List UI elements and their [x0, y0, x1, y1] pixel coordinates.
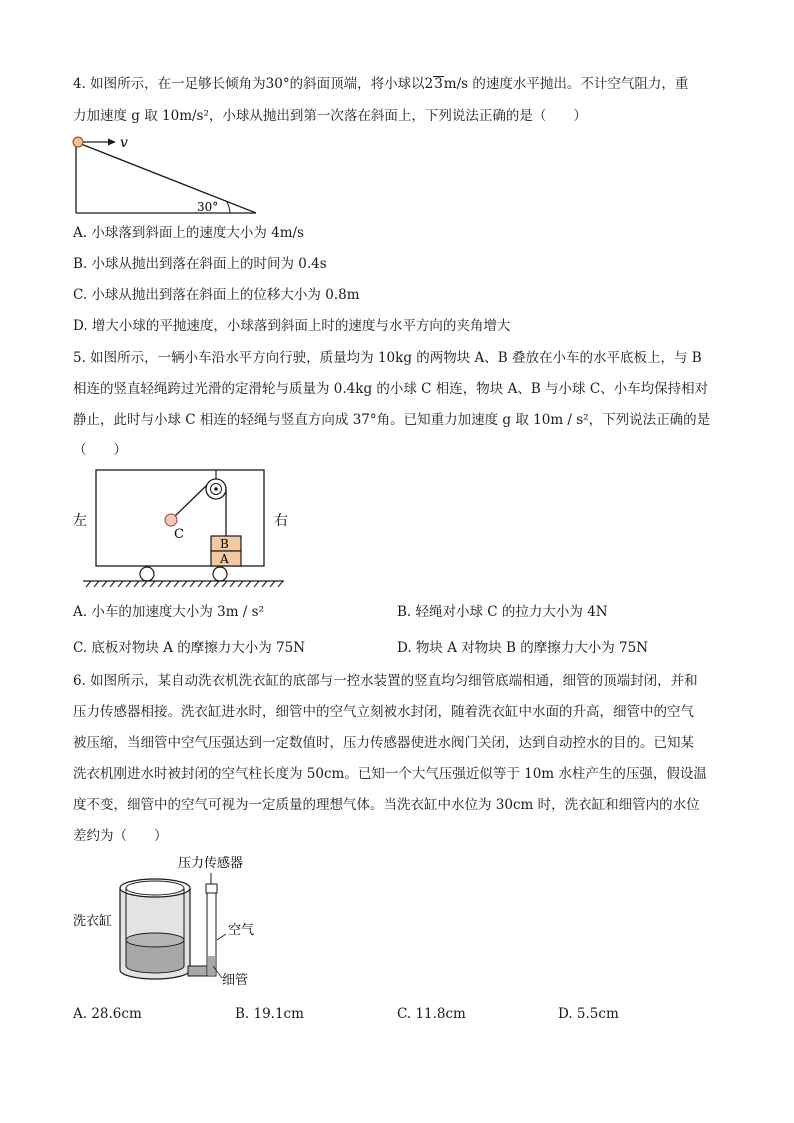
q6-option-a[interactable]: A. 28.6cm — [73, 1006, 142, 1022]
q4-option-d[interactable]: D. 增大小球的平抛速度，小球落到斜面上时的速度与水平方向的夹角增大 — [73, 318, 511, 334]
q6-washer-figure — [70, 848, 280, 998]
q4-stem-line-2: 力加速度 g 取 10m/s²，小球从抛出到第一次落在斜面上，下列说法正确的是（ ） — [73, 108, 587, 124]
q4-stem-text-b: m/s 的速度水平抛出。不计空气阻力，重 — [443, 76, 689, 92]
q5-stem-line-4: （ ） — [73, 442, 127, 458]
q6-option-c[interactable]: C. 11.8cm — [397, 1006, 466, 1022]
q6-option-d[interactable]: D. 5.5cm — [558, 1006, 619, 1022]
tank-inner-rim — [126, 881, 184, 895]
q4-stem-line-1 — [73, 75, 688, 93]
wheel-left — [140, 567, 154, 581]
q5-option-a[interactable]: A. 小车的加速度大小为 3m / s² — [73, 604, 264, 620]
air-label: 空气 — [228, 923, 255, 938]
incline-slope — [76, 142, 256, 213]
sensor-label: 压力传感器 — [178, 856, 244, 871]
q5-option-d[interactable]: D. 物块 A 对物块 B 的摩擦力大小为 75N — [397, 640, 649, 656]
ground-hatch — [86, 581, 283, 587]
pressure-sensor-icon — [206, 884, 217, 893]
left-label: 左 — [73, 513, 87, 529]
ball — [73, 137, 83, 147]
angle-label: 30° — [197, 200, 219, 214]
velocity-arrowhead-icon — [108, 139, 116, 146]
q5-option-c[interactable]: C. 底板对物块 A 的摩擦力大小为 75N — [73, 640, 306, 656]
q6-stem-line-3: 被压缩，当细管中空气压强达到一定数值时，压力传感器使进水阀门关闭，达到自动控水的目的。已知某 — [73, 735, 694, 751]
air-leader — [217, 934, 226, 940]
q6-stem-line-1: 6. 如图所示，某自动洗衣机洗衣缸的底部与一控水装置的竖直均匀细管底端相通，细管的顶端封闭，并和 — [73, 673, 698, 689]
q6-stem-line-2: 压力传感器相接。洗衣缸进水时，细管中的空气立刻被水封闭，随着洗衣缸中水面的升高，细管中的空气 — [73, 704, 694, 720]
block-b-label: B — [220, 537, 229, 551]
q4-incline-figure — [70, 130, 270, 220]
q6-option-b[interactable]: B. 19.1cm — [235, 1006, 304, 1022]
q4-option-a[interactable]: A. 小球落到斜面上的速度大小为 4m/s — [73, 225, 304, 241]
q4-option-b[interactable]: B. 小球从抛出到落在斜面上的时间为 0.4s — [73, 256, 327, 272]
tube-label: 细管 — [222, 973, 249, 988]
q6-stem-line-5: 度不变，细管中的空气可视为一定质量的理想气体。当洗衣缸中水位为 30cm 时，洗衣缸和细管内的水位 — [73, 797, 700, 813]
tank-label: 洗衣缸 — [73, 914, 113, 929]
q5-stem-line-3: 静止，此时与小球 C 相连的轻绳与竖直方向成 37°角。已知重力加速度 g 取 10m / s²，下列说法正确的是 — [73, 412, 711, 428]
q4-stem-text-a: 4. 如图所示，在一足够长倾角为30°的斜面顶端，将小球以2 — [73, 76, 434, 92]
pulley-axle — [214, 487, 218, 491]
velocity-label: v — [120, 135, 128, 151]
q5-stem-line-1: 5. 如图所示，一辆小车沿水平方向行驶，质量均为 10kg 的两物块 A、B 叠放在小车的水平底板上，与 B — [73, 350, 702, 366]
sqrt-radicand: 3 — [434, 76, 443, 92]
ball-c — [165, 514, 177, 526]
tube-water — [208, 956, 215, 975]
block-a-label: A — [220, 552, 229, 566]
q5-option-b[interactable]: B. 轻绳对小球 C 的拉力大小为 4N — [397, 604, 608, 620]
q5-cart-figure — [70, 462, 300, 592]
q6-stem-line-4: 洗衣机刚进水时被封闭的空气柱长度为 50cm。已知一个大气压强近似等于 10m 水柱产生的压强，假设温 — [73, 766, 707, 782]
q4-option-c[interactable]: C. 小球从抛出到落在斜面上的位移大小为 0.8m — [73, 287, 360, 303]
tank-water-surface — [126, 933, 184, 947]
rope-to-c — [173, 485, 207, 518]
wheel-right — [213, 567, 227, 581]
sqrt-symbol — [433, 76, 444, 91]
ball-c-label: C — [174, 527, 184, 542]
q5-stem-line-2: 相连的竖直轻绳跨过光滑的定滑轮与质量为 0.4kg 的小球 C 相连，物块 A、B 与小球 C、小车均保持相对 — [73, 381, 709, 397]
angle-arc — [227, 202, 230, 213]
right-label: 右 — [274, 513, 288, 529]
q6-stem-line-6: 差约为（ ） — [73, 828, 168, 844]
